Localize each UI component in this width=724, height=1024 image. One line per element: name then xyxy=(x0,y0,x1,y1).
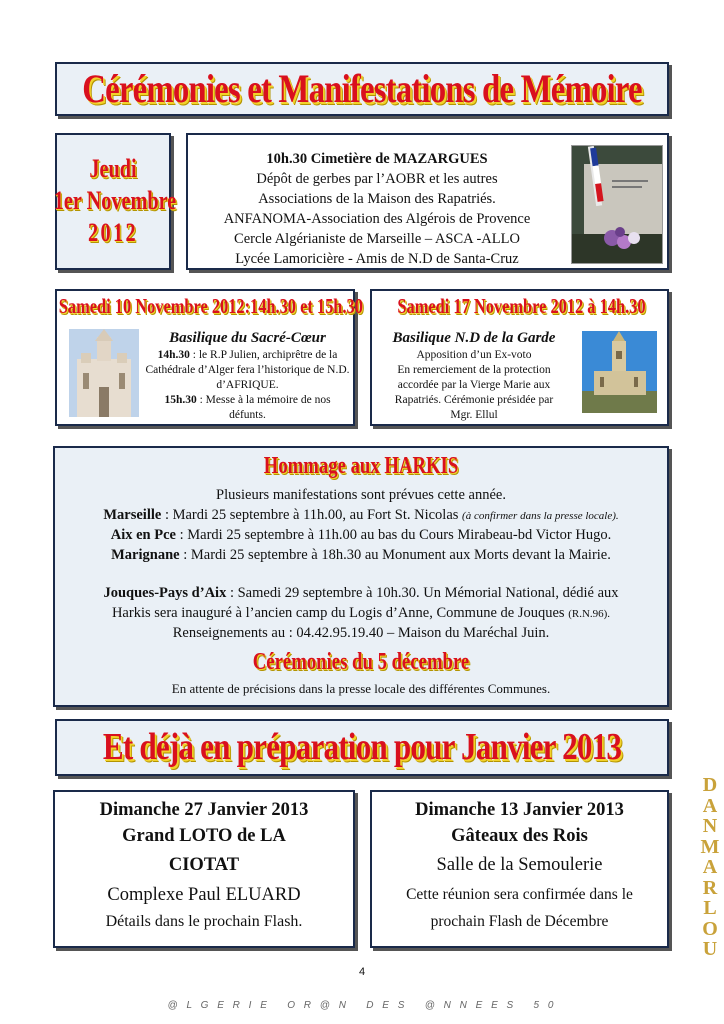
event1-line-4: ANFANOMA-Association des Algérois de Provence xyxy=(223,211,531,227)
january-box xyxy=(55,719,669,776)
loto-details: Détails dans le prochain Flash. xyxy=(105,913,303,930)
harkis-marignane-text: : Mardi 25 septembre à 18h.30 au Monument aux Morts devant la Mairie. xyxy=(179,546,611,563)
loto-venue: Complexe Paul ELUARD xyxy=(107,885,301,905)
event3-line-2: En remerciement de la protection xyxy=(397,364,551,376)
december-title: Cérémonies du 5 décembre xyxy=(252,649,470,675)
december-text: En attente de précisions dans la presse locale des différentes Communes. xyxy=(171,681,551,696)
event1-day-line-2: 1er Novembre xyxy=(53,186,177,215)
notre-dame-photo xyxy=(582,331,657,413)
harkis-title: Hommage aux HARKIS xyxy=(263,453,459,479)
gateaux-box xyxy=(370,790,669,948)
loto-text xyxy=(55,798,353,935)
event2-place: Basilique du Sacré-Cœur xyxy=(169,330,326,346)
event2-text xyxy=(145,329,350,423)
event1-date-box xyxy=(53,133,177,270)
harkis-marignane xyxy=(57,546,665,566)
event2-t1-time: 14h.30 xyxy=(157,349,190,361)
page-number: 4 xyxy=(358,966,366,978)
event3-box xyxy=(370,289,669,426)
event1-day-line-1: Jeudi xyxy=(89,154,137,183)
event3-line-3: accordée par la Vierge Marie aux xyxy=(397,379,551,391)
harkis-marseille-label: Marseille xyxy=(103,506,162,523)
event3-line-4: Rapatriés. Cérémonie présidée par xyxy=(394,394,554,406)
harkis-jouques-label: Jouques-Pays d’Aix xyxy=(103,585,227,601)
harkis-marseille-note: (à confirmer dans la presse locale). xyxy=(462,509,619,522)
harkis-jouques xyxy=(57,584,665,604)
harkis-intro: Plusieurs manifestations sont prévues cette année. xyxy=(216,487,506,503)
event1-date xyxy=(53,135,177,249)
event3-line-5: Mgr. Ellul xyxy=(450,409,498,421)
header-box xyxy=(55,62,669,116)
event3-place: Basilique N.D de la Garde xyxy=(392,330,556,346)
event2-t1-text: : le R.P Julien, archiprêtre de la Cathédrale d’Alger fera l’historique de N.D. d’AFRIQUE. xyxy=(145,349,350,391)
harkis-aix-text: : Mardi 25 septembre à 11h.00 au bas du Cours Mirabeau-bd Victor Hugo. xyxy=(175,527,612,543)
event1-details-box xyxy=(186,133,669,270)
gateaux-name: Gâteaux des Rois xyxy=(451,826,588,846)
harkis-marignane-label: Marignane xyxy=(111,546,180,563)
event2-mass xyxy=(145,393,350,423)
harkis-renseignements: Renseignements au : 04.42.95.19.40 – Maison du Maréchal Juin. xyxy=(172,625,550,641)
footer-text: @ L G E R I E O R @ N D E S @ N N E E S 5 0 xyxy=(167,1000,557,1011)
loto-name-1: Grand LOTO de LA xyxy=(122,826,286,846)
side-brand: DANMARLOU xyxy=(700,774,720,960)
event1-line-5: Cercle Algérianiste de Marseille – ASCA -ALLO xyxy=(234,231,520,247)
event2-date: Samedi 10 Novembre 2012:14h.30 et 15h.30 xyxy=(58,294,363,318)
harkis-marseille-text: : Mardi 25 septembre à 11h.00, au Fort St. Nicolas xyxy=(161,506,463,523)
event1-text xyxy=(192,149,562,269)
page-title: Cérémonies et Manifestations de Mémoire xyxy=(82,66,642,111)
basilica-photo-icon xyxy=(69,329,139,417)
gateaux-text xyxy=(372,798,667,935)
gateaux-venue: Salle de la Semoulerie xyxy=(436,855,603,875)
january-title: Et déjà en préparation pour Janvier 2013 xyxy=(102,726,622,768)
event2-box xyxy=(55,289,363,426)
gateaux-note-2: prochain Flash de Décembre xyxy=(430,913,609,930)
harkis-aix xyxy=(57,526,665,546)
event3-text xyxy=(376,329,572,423)
harkis-marseille xyxy=(57,506,665,527)
harkis-aix-label: Aix en Pce xyxy=(110,527,176,543)
loto-date: Dimanche 27 Janvier 2013 xyxy=(99,800,309,820)
event1-line-2: Dépôt de gerbes par l’AOBR et les autres xyxy=(256,171,498,187)
memorial-photo-icon xyxy=(572,146,662,263)
harkis-body xyxy=(57,486,665,644)
event1-line-6: Lycée Lamoricière - Amis de N.D de Santa-Cruz xyxy=(235,251,519,267)
event2-t2-time: 15h.30 xyxy=(164,394,197,406)
memorial-photo xyxy=(571,145,663,264)
harkis-jouques-note: (R.N.96). xyxy=(568,607,611,620)
harkis-box xyxy=(53,446,669,707)
sacre-coeur-photo xyxy=(69,329,139,417)
event3-line-1: Apposition d’un Ex-voto xyxy=(416,349,532,361)
event2-t2-text: : Messe à la mémoire de nos défunts. xyxy=(196,394,331,421)
harkis-jouques-text2: Harkis sera inauguré à l’ancien camp du Logis d’Anne, Commune de Jouques xyxy=(111,604,569,621)
gateaux-date: Dimanche 13 Janvier 2013 xyxy=(415,800,624,820)
harkis-jouques-text1: : Samedi 29 septembre à 10h.30. Un Mémorial National, dédié aux xyxy=(226,585,619,601)
loto-name-2: CIOTAT xyxy=(168,855,240,875)
notre-dame-photo-icon xyxy=(582,331,657,413)
event3-date: Samedi 17 Novembre 2012 à 14h.30 xyxy=(397,294,646,318)
event3-lines xyxy=(376,348,572,423)
event1-line-3: Associations de la Maison des Rapatriés. xyxy=(258,191,496,207)
loto-box xyxy=(53,790,355,948)
gateaux-note-1: Cette réunion sera confirmée dans le xyxy=(406,886,633,903)
event1-line-1: 10h.30 Cimetière de MAZARGUES xyxy=(266,151,488,167)
event2-talk xyxy=(145,348,350,393)
harkis-jouques-2 xyxy=(57,604,665,625)
event1-day-line-3: 2012 xyxy=(88,218,138,247)
